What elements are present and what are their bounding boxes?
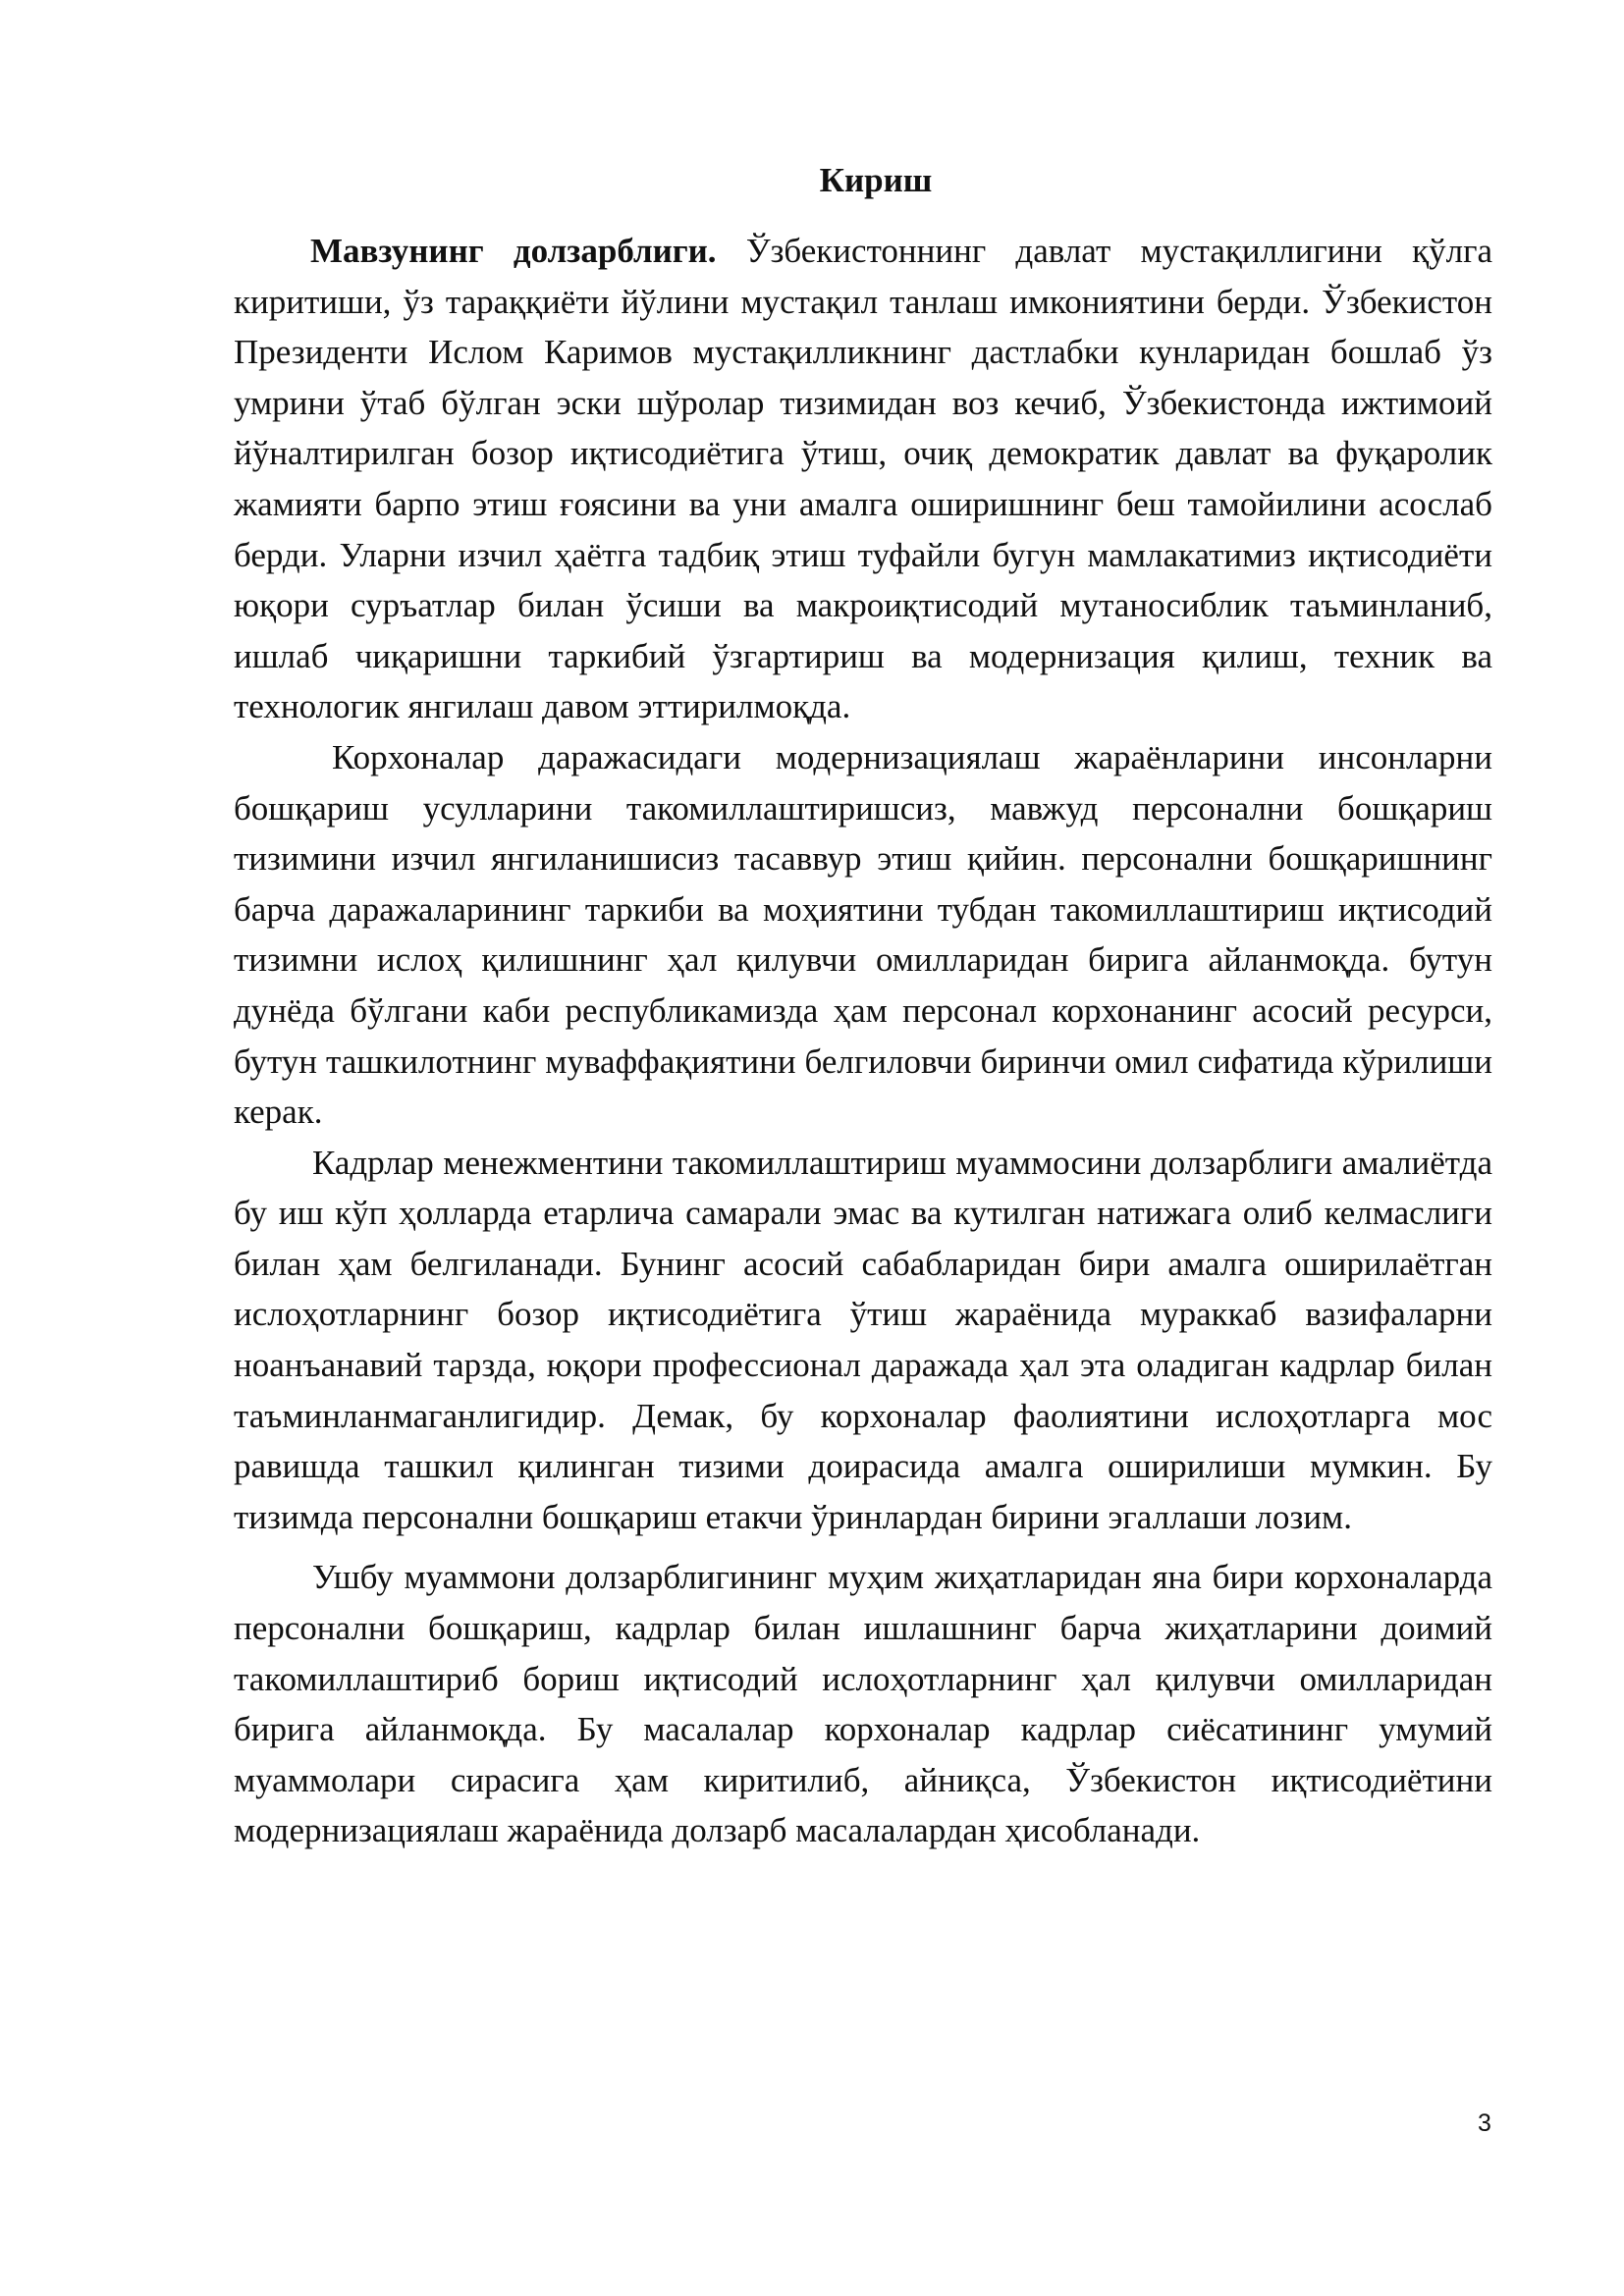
page-number: 3 <box>1478 2109 1491 2137</box>
paragraph-modernization: Корхоналар даражасидаги модернизациялаш жараёнларини инсонларни бошқариш усулларини такомиллаштиришсиз, мавжуд персонални бошқариш тизимини изчил янгиланишисиз тасаввур этиш қийин. персонални бошқаришнинг барча даражаларининг таркиби ва моҳиятини тубдан такомиллаштириш иқтисодий тизимни ислоҳ қилишнинг ҳал қилувчи омилларидан бирига айланмоқда. бутун дунёда бўлгани каби республикамизда ҳам персонал корхонанинг асосий ресурси, бутун ташкилотнинг муваффақиятини белгиловчи биринчи омил сифатида кўрилиши керак. <box>234 737 1492 1132</box>
body-text <box>234 226 1492 1856</box>
paragraph-relevance <box>234 226 1492 732</box>
paragraph-text: Ўзбекистоннинг давлат мустақиллигини қўлга киритиши, ўз тараққиёти йўлини мустақил танлаш имкониятини берди. Ўзбекистон Президенти Ислом Каримов мустақилликнинг дастлабки кунларидан бошлаб ўз умрини ўтаб бўлган эски шўролар тизимидан воз кечиб, Ўзбекистонда ижтимоий йўналтирилган бозор иқтисодиётига ўтиш, очиқ демократик давлат ва фуқаролик жамияти барпо этиш ғоясини ва уни амалга оширишнинг беш тамойилини асослаб берди. Уларни изчил ҳаётга тадбиқ этиш туфайли бугун мамлакатимиз иқтисодиёти юқори суръатлар билан ўсиши ва макроиқтисодий мутаносиблик таъминланиб, ишлаб чиқаришни таркибий ўзгартириш ва модернизация қилиш, техник ва технологик янгилаш давом эттирилмоқда. <box>234 232 1492 726</box>
paragraph-personnel-management: Кадрлар менежментини такомиллаштириш муаммосини долзарблиги амалиётда бу иш кўп ҳолларда етарлича самарали эмас ва кутилган натижага олиб келмаслиги билан ҳам белгиланади. Бунинг асосий сабабларидан бири амалга оширилаётган ислоҳотларнинг бозор иқтисодиётига ўтиш жараёнида мураккаб вазифаларни ноанъанавий тарзда, юқори профессионал даражада ҳал эта оладиган кадрлар билан таъминланмаганлигидир. Демак, бу корхоналар фаолиятини ислоҳотларга мос равишда ташкил қилинган тизими доирасида амалга оширилиши мумкин. Бу тизимда персонални бошқариш етакчи ўринлардан бирини эгаллаши лозим. <box>234 1143 1492 1536</box>
paragraph-problem-aspects: Ушбу муаммони долзарблигининг муҳим жиҳатларидан яна бири корхоналарда персонални бошқариш, кадрлар билан ишлашнинг барча жиҳатларини доимий такомиллаштириб бориш иқтисодий ислоҳотларнинг ҳал қилувчи омилларидан бирига айланмоқда. Бу масалалар корхоналар кадрлар сиёсатининг умумий муаммолари сирасига ҳам киритилиб, айниқса, Ўзбекистон иқтисодиётини модернизациялаш жараёнида долзарб масалалардан ҳисобланади. <box>234 1558 1492 1850</box>
section-title: Кириш <box>819 161 933 199</box>
paragraph-lead-heading: Мавзунинг долзарблиги. <box>310 232 717 270</box>
